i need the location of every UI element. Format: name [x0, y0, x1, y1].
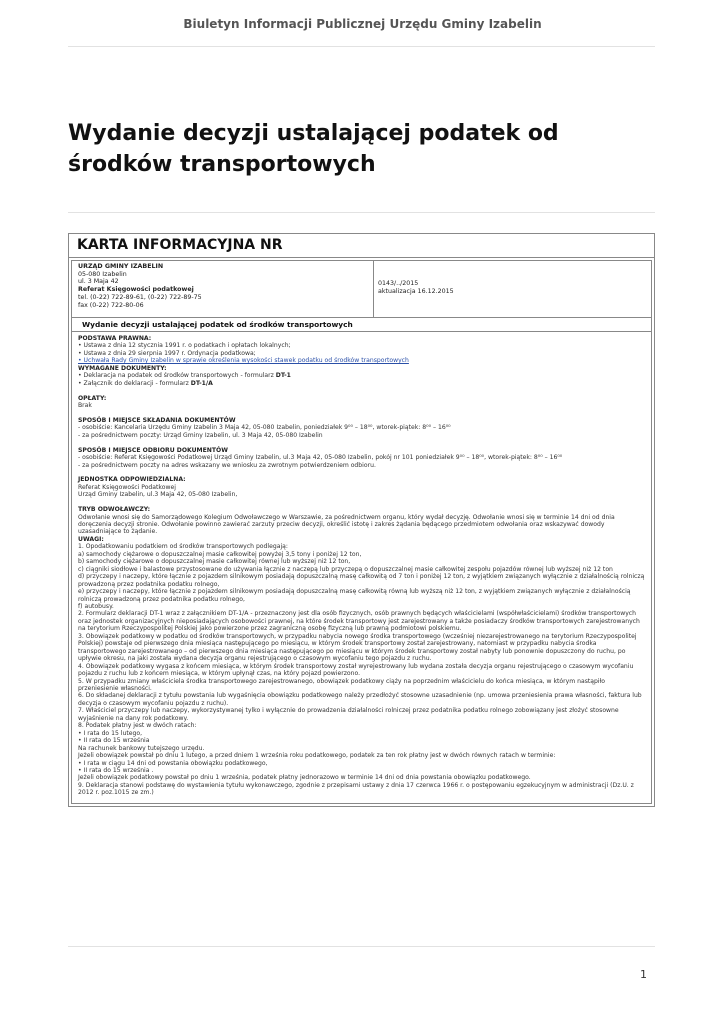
note-line: a) samochody ciężarowe o dopuszczalnej masie całkowitej powyżej 3,5 tony i poniżej 12 ton, — [78, 550, 362, 558]
note-line: • II rata do 15 września . — [78, 766, 154, 774]
office-name: URZĄD GMINY IZABELIN — [78, 263, 164, 270]
card-updated: aktualizacja 16.12.2015 — [378, 287, 454, 295]
note-line: c) ciągniki siodłowe i balastowe przystosowane do używania łącznie z naczepą lub przyczepą o dopuszczalnej masie całkowitej zespołu pojazdów równej lub wyższej niż 12 ton — [78, 565, 613, 573]
office-postal: 05-080 Izabelin — [78, 270, 127, 278]
service-name: Wydanie decyzji ustalającej podatek od środków transportowych — [72, 318, 651, 332]
doc-item-text: • Załącznik do deklaracji - formularz — [78, 379, 191, 387]
page-title: Wydanie decyzji ustalającej podatek od środków transportowych — [68, 121, 559, 177]
note-line: 4. Obowiązek podatkowy wygasa z końcem miesiąca, w którym środek transportowy został wyrejestrowany lub wydana została decyzja organu rejestrującego o czasowym wycofaniu pojazdu z ruchu lub z końcem miesiąca, w którym upłynął czas, na który pojazd powierzono. — [78, 662, 634, 678]
fees-value: Brak — [78, 402, 92, 410]
site-header-title: Biuletyn Informacji Publicznej Urzędu Gminy Izabelin — [183, 17, 542, 31]
header-divider — [68, 46, 655, 47]
unit-line: Urząd Gminy Izabelin, ul.3 Maja 42, 05-080 Izabelin, — [78, 491, 238, 499]
note-line: 6. Do składanej deklaracji z tytułu powstania lub wygaśnięcia obowiązku podatkowego należy przedłożyć stosowne uzasadnienie (np. umowa przeniesienia prawa własności, faktura lub decyzja o czasowym wycofaniu pojazdu z ruchu). — [78, 692, 642, 707]
legal-item: • Ustawa z dnia 29 sierpnia 1997 r. Ordynacja podatkowa; — [78, 349, 256, 357]
submission-line: - osobiście: Kancelaria Urzędu Gminy Izabelin 3 Maja 42, 05-080 Izabelin, poniedziałek 9⁰⁰ – 18⁰⁰, wtorek-piątek: 8⁰⁰ – 16⁰⁰ — [78, 424, 451, 432]
note-line: 3. Obowiązek podatkowy w podatku od środków transportowych, w przypadku nabycia nowego środka transportowego (wcześniej niezarejestrowanego na terytorium Rzeczypospolitej Polskiej) powstaje od pierwszego dnia miesiąca następującego po miesiącu, w którym środek transportowy został zarejestrowany, natomiast w przypadku nabycia środka transportowego zarejestrowanego – od pierwszego dnia miesiąca następującego po miesiącu w którym środek transportowy został nabyty lub ponownie dopuszczony do ruchu, po upływie okresu, na jaki została wydana decyzja organu rejestrującego o czasowym wycofaniu tego pojazdu z ruchu. — [78, 632, 637, 663]
resolution-link[interactable]: • Uchwała Rady Gminy Izabelin w sprawie określenia wysokości stawek podatku od środków transportowych — [78, 357, 409, 365]
office-fax: fax (0-22) 722-80-06 — [78, 301, 144, 309]
unit-line: Referat Księgowości Podatkowej — [78, 483, 176, 491]
title-divider — [68, 212, 655, 213]
note-line: • I rata w ciągu 14 dni od powstania obowiązku podatkowego, — [78, 759, 268, 767]
note-line: b) samochody ciężarowe o dopuszczalnej masie całkowitej równej lub wyższej niż 12 ton, — [78, 558, 351, 566]
doc-item — [78, 380, 645, 387]
appeal-heading: TRYB ODWOŁAWCZY: — [78, 506, 151, 514]
office-street: ul. 3 Maja 42 — [78, 278, 119, 286]
note-line: • I rata do 15 lutego, — [78, 729, 143, 737]
info-card — [68, 233, 655, 807]
pickup-line: - osobiście: Referat Księgowości Podatkowej Urząd Gminy Izabelin, ul.3 Maja 42, 05-080 Izabelin, pokój nr 101 poniedziałek 9⁰⁰ – 18⁰⁰, wtorek-piątek: 8⁰⁰ – 16⁰⁰ — [78, 454, 563, 462]
docs-heading: WYMAGANE DOKUMENTY: — [78, 364, 167, 372]
doc-item-text: • Deklaracja na podatek od środków transportowych - formularz — [78, 372, 276, 380]
card-title: KARTA INFORMACYJNA NR — [69, 234, 654, 258]
pickup-line: - za pośrednictwem poczty na adres wskazany we wniosku za zwrotnym potwierdzeniem odbioru. — [78, 461, 376, 469]
notes-list — [78, 543, 645, 796]
office-row — [72, 261, 651, 318]
office-address — [72, 261, 374, 317]
office-phone: tel. (0-22) 722-89-61, (0-22) 722-89-75 — [78, 293, 202, 301]
note-line: d) przyczepy i naczepy, które łącznie z pojazdem silnikowym posiadają dopuszczalną masę całkowitą od 7 ton i poniżej 12 ton, z wyjątkiem związanych wyłącznie z działalnością rolniczą prowadzoną przez podatnika podatku rolnego, — [78, 573, 645, 588]
legal-item: • Ustawa z dnia 12 stycznia 1991 r. o podatkach i opłatach lokalnych; — [78, 342, 291, 350]
note-line: 8. Podatek płatny jest w dwóch ratach: — [78, 722, 197, 730]
note-line: Jeżeli obowiązek podatkowy powstał po dniu 1 września, podatek płatny jednorazowo w terminie 14 dni od dnia powstania obowiązku podatkowego. — [78, 774, 531, 782]
pickup-heading: SPOSÓB I MIEJSCE ODBIORU DOKUMENTÓW — [78, 446, 228, 454]
note-line: 7. Właściciel przyczepy lub naczepy, wykorzystywanej tylko i wyłącznie do prowadzenia działalności rolniczej przez podatnika podatku rolnego zobowiązany jest złożyć stosowne wyjaśnienie na dany rok podatkowy. — [78, 707, 619, 722]
note-line: Jeżeli obowiązek powstał po dniu 1 lutego, a przed dniem 1 września roku podatkowego, podatek za ten rok płatny jest w dwóch równych ratach w terminie: — [78, 752, 556, 760]
note-line: 1. Opodatkowaniu podatkiem od środków transportowych podlegają: — [78, 543, 288, 551]
fees-heading: OPŁATY: — [78, 394, 107, 402]
note-line: e) przyczepy i naczepy, które łącznie z pojazdem silnikowym posiadają dopuszczalną masę całkowitą równą lub wyższą niż 12 ton, z wyjątkiem związanych wyłącznie z działalnością rolniczą prowadzoną przez podatnika podatku rolnego, — [78, 588, 631, 603]
doc-form-code: DT-1 — [275, 372, 291, 380]
card-body — [72, 332, 651, 803]
card-inner — [71, 260, 652, 804]
submission-line: - za pośrednictwem poczty: Urząd Gminy Izabelin, ul. 3 Maja 42, 05-080 Izabelin — [78, 431, 323, 439]
page-number: 1 — [640, 968, 647, 981]
notes-heading: UWAGI: — [78, 535, 104, 543]
doc-form-code: DT-1/A — [190, 379, 213, 387]
note-line: 9. Deklaracja stanowi podstawę do wystawienia tytułu wykonawczego, zgodnie z przepisami ustawy z dnia 17 czerwca 1966 r. o postępowaniu egzekucyjnym w administracji (Dz.U. z 2012 r. poz.1015 ze zm.) — [78, 781, 634, 797]
legal-heading: PODSTAWA PRAWNA: — [78, 335, 152, 342]
card-meta — [374, 261, 651, 317]
card-number: 0143/../2015 — [378, 280, 419, 287]
unit-heading: JEDNOSTKA ODPOWIEDZIALNA: — [78, 476, 186, 484]
submission-heading: SPOSÓB I MIEJSCE SKŁADANIA DOKUMENTÓW — [78, 416, 236, 424]
appeal-text: Odwołanie wnosi się do Samorządowego Kolegium Odwoławczego w Warszawie, za pośrednictwem organu, który wydał decyzję. Odwołanie wnosi się w terminie 14 dni od dnia doręczenia decyzji stronie. Odwołanie powinno zawierać zarzuty przeciw decyzji, określić istotę i zakres żądania będącego przedmiotem odwołania oraz wskazywać dowody uzasadniające to żądanie. — [78, 513, 615, 536]
note-line: • II rata do 15 września — [78, 737, 150, 745]
note-line: 5. W przypadku zmiany właściciela środka transportowego zarejestrowanego, obowiązek podatkowy ciąży na poprzednim właścicielu do końca miesiąca, w którym nastąpiło przeniesienie własności. — [78, 677, 606, 692]
note-line: Na rachunek bankowy tutejszego urzędu. — [78, 744, 205, 752]
note-line: f) autobusy. — [78, 603, 114, 610]
office-department: Referat Księgowości podatkowej — [78, 286, 194, 294]
note-line: 2. Formularz deklaracji DT-1 wraz z załącznikiem DT-1/A - przeznaczony jest dla osób fizycznych, osób prawnych będących właścicielami (współwłaścicielami) środków transportowych oraz jednostek organizacyjnych nieposiadających osobowości prawnej, na które środek transportowy jest zarejestrowany a także posiadaczy środków transportowych zarejestrowanych na terytorium Rzeczypospolitej Polskiej jako powierzone przez zagraniczną osobę fizyczną lub prawną podmiotowi polskiemu. — [78, 610, 640, 633]
footer-divider — [68, 946, 655, 947]
doc-item — [78, 372, 645, 379]
